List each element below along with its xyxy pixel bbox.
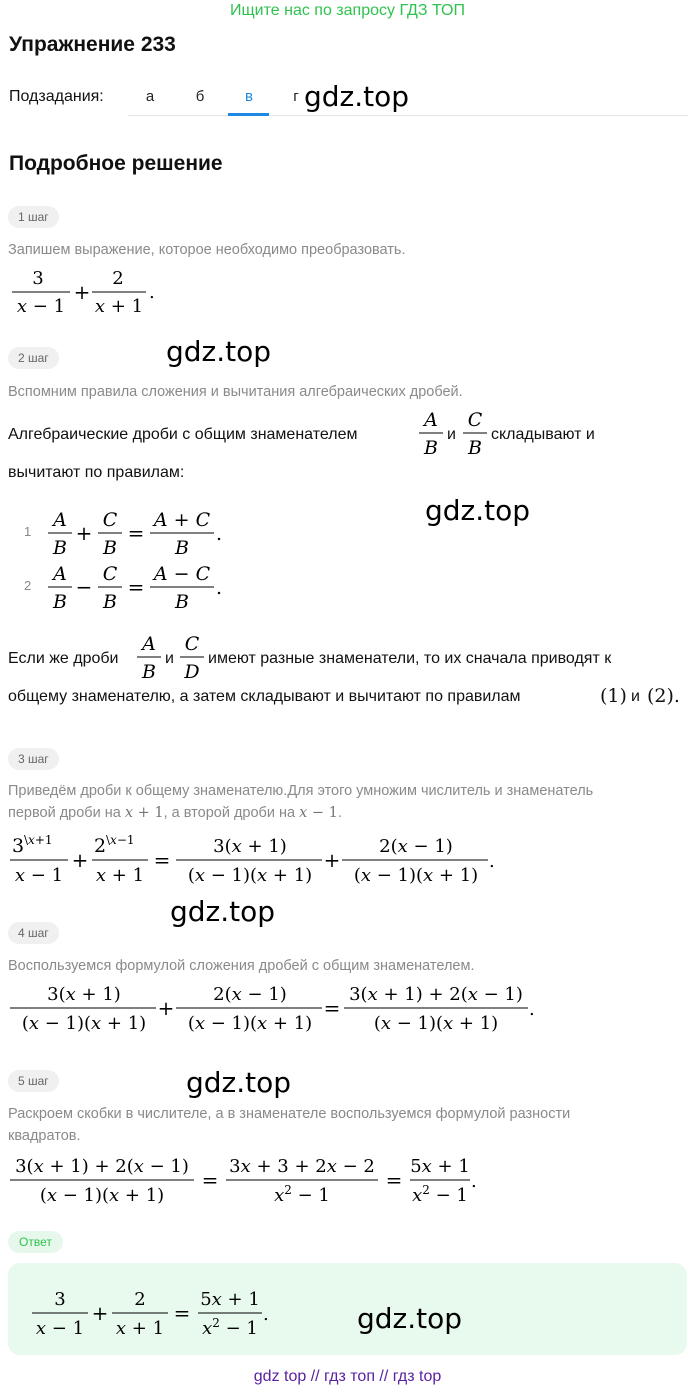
- formula-answer: [30, 1281, 290, 1345]
- step-1-hint: Запишем выражение, которое необходимо преобразовать.: [8, 242, 406, 258]
- svg-text:+: +: [91, 1301, 109, 1325]
- svg-text:=: =: [201, 1168, 219, 1192]
- svg-text:x2 − 1: $x^2 - 1$: [274, 1183, 330, 1206]
- svg-text:B: B: [468, 437, 482, 459]
- svg-text:2: 2: [112, 268, 124, 289]
- svg-text:C: C: [102, 563, 118, 585]
- svg-text:3: 3: [12, 835, 25, 857]
- svg-text:2: 2: [94, 835, 107, 857]
- watermark: gdz.top: [357, 1302, 463, 1335]
- svg-text:(x − 1)(x + 1): (x − 1)(x + 1): [21, 1013, 147, 1034]
- svg-text:=: =: [323, 996, 341, 1020]
- svg-text:\x+1: \x+1: [24, 833, 53, 847]
- svg-text:−: −: [75, 575, 93, 599]
- svg-text:.: .: [216, 577, 223, 599]
- svg-text:=: =: [173, 1301, 191, 1325]
- fraction-C-over-B: [459, 404, 491, 460]
- active-tab-indicator: [228, 113, 269, 116]
- svg-text:(x − 1)(x + 1): (x − 1)(x + 1): [187, 865, 313, 886]
- svg-text:3: 3: [32, 268, 44, 289]
- step-badge-3: 3 шаг: [8, 748, 59, 770]
- svg-text:.: .: [489, 851, 495, 872]
- svg-text:5x + 1: 5x + 1: [410, 1156, 470, 1177]
- step-badge-5: 5 шаг: [8, 1070, 59, 1092]
- svg-text:A: A: [424, 409, 438, 431]
- step-badge-2: 2 шаг: [8, 347, 59, 369]
- step-2-text-4: общему знаменателю, а затем складывают и вычитают по правилам: [8, 688, 521, 705]
- step-badge-4: 4 шаг: [8, 922, 59, 944]
- svg-text:(x − 1)(x + 1): (x − 1)(x + 1): [187, 1013, 313, 1034]
- step-badge-1: 1 шаг: [8, 206, 59, 228]
- formula-step5: [8, 1148, 528, 1212]
- formula-step3: [8, 828, 508, 892]
- step-4-hint: Воспользуемся формулой сложения дробей с общим знаменателем.: [8, 958, 475, 974]
- svg-text:2(x − 1): 2(x − 1): [379, 836, 453, 857]
- step-2-text-1b: и: [447, 426, 456, 443]
- svg-text:x − 1: x − 1: [35, 1318, 85, 1339]
- svg-text:B: B: [103, 591, 117, 613]
- watermark: gdz.top: [170, 895, 276, 928]
- step-2-text-1a: Алгебраические дроби с общим знаменателем: [8, 426, 358, 443]
- tab-a[interactable]: а: [145, 88, 155, 105]
- formula-rule-2: [44, 558, 234, 614]
- svg-text:A + C: A + C: [153, 509, 211, 531]
- svg-text:2: 2: [134, 1289, 146, 1310]
- step-5-hint-1: Раскроем скобки в числителе, а в знаменателе воспользуемся формулой разности: [8, 1106, 571, 1122]
- fraction-A-over-B: [133, 628, 165, 684]
- svg-text:.: .: [263, 1304, 269, 1325]
- svg-text:=: =: [385, 1168, 403, 1192]
- step-3-hint-2: первой дроби на x + 1, а второй дроби на x − 1.: [8, 805, 342, 821]
- svg-text:3: 3: [54, 1289, 66, 1310]
- subtasks-label: Подзадания:: [9, 88, 104, 105]
- svg-text:3x + 3 + 2x − 2: 3x + 3 + 2x − 2: [229, 1156, 375, 1177]
- page-title: Упражнение 233: [9, 33, 176, 56]
- watermark: gdz.top: [166, 335, 272, 368]
- rule-ref-1: (1): [600, 685, 627, 707]
- svg-text:+: +: [71, 848, 89, 872]
- tab-g[interactable]: г: [293, 88, 299, 105]
- svg-text:B: B: [53, 591, 67, 613]
- svg-text:+: +: [75, 521, 93, 545]
- svg-text:(x − 1)(x + 1): (x − 1)(x + 1): [39, 1185, 165, 1206]
- svg-text:+: +: [73, 280, 91, 304]
- step-5-hint-2: квадратов.: [8, 1128, 81, 1144]
- rule-number-2: 2: [24, 578, 32, 593]
- step-2-text-3c: имеют разные знаменатели, то их сначала приводят к: [208, 650, 612, 667]
- step-3-hint-2a: первой дроби на: [8, 805, 121, 821]
- step-3-hint-1: Приведём дроби к общему знаменателю.Для этого умножим числитель и знаменатель: [8, 783, 594, 799]
- watermark: gdz.top: [186, 1066, 292, 1099]
- svg-text:x − 1: x − 1: [14, 865, 64, 886]
- svg-text:A: A: [53, 509, 67, 531]
- section-title: Подробное решение: [9, 152, 223, 175]
- svg-text:=: =: [127, 521, 145, 545]
- step-2-text-3b: и: [165, 650, 174, 667]
- search-banner: Ищите нас по запросу ГДЗ ТОП: [230, 2, 465, 19]
- fraction-C-over-D: [176, 628, 208, 684]
- svg-text:.: .: [471, 1171, 477, 1192]
- rule-number-1: 1: [24, 524, 32, 539]
- svg-text:3(x + 1): 3(x + 1): [213, 836, 287, 857]
- svg-text:A − C: A − C: [153, 563, 211, 585]
- formula-step4: [8, 976, 548, 1040]
- watermark: gdz.top: [425, 494, 531, 527]
- svg-text:x + 1: x + 1: [94, 296, 144, 317]
- watermark: gdz.top: [304, 80, 410, 113]
- tab-v[interactable]: в: [245, 88, 253, 105]
- svg-text:.: .: [529, 999, 535, 1020]
- svg-text:=: =: [153, 848, 171, 872]
- svg-text:3(x + 1) + 2(x − 1): 3(x + 1) + 2(x − 1): [349, 984, 523, 1005]
- step-2-text-and: и: [631, 688, 640, 705]
- svg-text:B: B: [53, 537, 67, 559]
- svg-text:D: D: [184, 661, 200, 683]
- step-2-text-3a: Если же дроби: [8, 650, 119, 667]
- svg-text:x2 − 1: $x^2 - 1$: [412, 1183, 468, 1206]
- svg-text:B: B: [175, 591, 189, 613]
- svg-text:B: B: [103, 537, 117, 559]
- svg-text:x2 − 1: $x^2 - 1$: [202, 1316, 258, 1339]
- step-2-text-2: вычитают по правилам:: [8, 464, 185, 481]
- svg-text:5x + 1: 5x + 1: [200, 1289, 260, 1310]
- tabs-divider: [128, 115, 688, 116]
- svg-text:x + 1: x + 1: [115, 1318, 165, 1339]
- svg-text:\x−1: \x−1: [106, 833, 135, 847]
- svg-text:(x − 1)(x + 1): (x − 1)(x + 1): [373, 1013, 499, 1034]
- svg-text:+: +: [157, 996, 175, 1020]
- svg-text:A: A: [53, 563, 67, 585]
- svg-text:2(x − 1): 2(x − 1): [213, 984, 287, 1005]
- svg-text:B: B: [175, 537, 189, 559]
- step-2-text-1c: складывают и: [491, 426, 595, 443]
- svg-text:x − 1: x − 1: [16, 296, 66, 317]
- svg-text:C: C: [102, 509, 118, 531]
- step-3-hint-2b: , а второй дроби на: [163, 805, 296, 821]
- svg-text:3(x + 1) + 2(x − 1): 3(x + 1) + 2(x − 1): [15, 1156, 189, 1177]
- svg-text:+: +: [323, 848, 341, 872]
- answer-box: [8, 1263, 687, 1355]
- formula-step1: [8, 262, 168, 318]
- svg-text:.: .: [149, 282, 155, 303]
- svg-text:x + 1: x + 1: [95, 865, 145, 886]
- formula-rule-1: [44, 504, 234, 560]
- svg-text:(x − 1)(x + 1): (x − 1)(x + 1): [353, 865, 479, 886]
- step-2-hint: Вспомним правила сложения и вычитания алгебраических дробей.: [8, 384, 463, 400]
- rule-ref-2: (2).: [647, 685, 680, 707]
- svg-text:B: B: [424, 437, 438, 459]
- svg-text:3(x + 1): 3(x + 1): [47, 984, 121, 1005]
- svg-text:.: .: [216, 523, 223, 545]
- fraction-A-over-B: [415, 404, 447, 460]
- tab-b[interactable]: б: [195, 88, 205, 105]
- svg-text:A: A: [142, 633, 156, 655]
- answer-badge: Ответ: [8, 1231, 63, 1253]
- svg-text:=: =: [127, 575, 145, 599]
- footer-links[interactable]: gdz top // гдз топ // гдз top: [253, 1368, 442, 1385]
- step-3-hint-2c: .: [337, 805, 342, 821]
- svg-text:C: C: [467, 409, 483, 431]
- svg-text:B: B: [142, 661, 156, 683]
- svg-text:C: C: [184, 633, 200, 655]
